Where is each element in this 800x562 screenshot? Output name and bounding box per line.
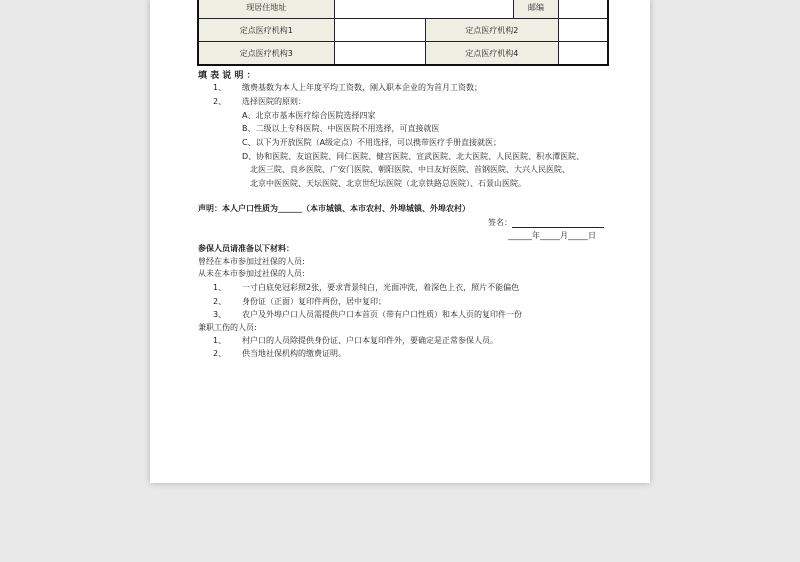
zip-label: 邮编 (514, 0, 559, 19)
signature-label: 签名： (488, 218, 512, 227)
zip-value-cell[interactable] (559, 0, 609, 19)
materials-item-number: 2、 (213, 297, 227, 306)
hospital-4-label: 定点医疗机构4 (425, 42, 559, 66)
hospital-2-label: 定点医疗机构2 (425, 19, 559, 42)
materials-item-number: 1、 (213, 336, 227, 345)
materials-item-text: 农户及外埠户口人员需提供户口本首页（带有户口性质）和本人页的复印件一份 (242, 310, 522, 319)
registration-table (197, 0, 609, 66)
notes-item-number: 1、 (213, 83, 227, 92)
table-row (198, 19, 608, 42)
materials-item-number: 3、 (213, 310, 227, 319)
notes-item-text: 选择医院的原则： (242, 97, 306, 106)
residence-declaration: 声明：本人户口性质为______（本市城镇、本市农村、外埠城镇、外埠农村） (198, 204, 470, 213)
notes-subitem: D、协和医院、友谊医院、同仁医院、健宫医院、宣武医院、北大医院、人民医院、积水潭医院、 (242, 152, 585, 161)
address-value-cell[interactable] (334, 0, 514, 19)
document-page (150, 0, 650, 483)
materials-item-text: 身份证（正面）复印件两份，居中复印； (242, 297, 386, 306)
materials-group: 兼职工伤的人员: (198, 323, 257, 332)
hospital-1-label: 定点医疗机构1 (198, 19, 334, 42)
hospital-3-label: 定点医疗机构3 (198, 42, 334, 66)
hospital-3-value-cell[interactable] (334, 42, 425, 66)
notes-subitem: 北京中医医院、天坛医院、北京世纪坛医院（北京铁路总医院）、石景山医院。 (250, 179, 526, 188)
hospital-4-value-cell[interactable] (559, 42, 609, 66)
signature-line[interactable] (512, 227, 604, 228)
materials-title: 参保人员请准备以下材料： (198, 244, 294, 253)
materials-item-number: 1、 (213, 283, 227, 292)
table-row (198, 42, 608, 66)
notes-subitem: B、二级以上专科医院、中医医院不用选择，可直接就医 (242, 124, 440, 133)
materials-item-text: 村户口的人员除提供身份证、户口本复印件外，要确定是正常参保人员。 (242, 336, 498, 345)
materials-item-text: 供当地社保机构的缴费证明。 (242, 349, 346, 358)
materials-group: 从未在本市参加过社保的人员: (198, 269, 305, 278)
table-row (198, 0, 608, 19)
notes-subitem: 北医三院、良乡医院、广安门医院、朝阳医院、中日友好医院、首钢医院、大兴人民医院、 (250, 165, 570, 174)
materials-item-number: 2、 (213, 349, 227, 358)
hospital-1-value-cell[interactable] (334, 19, 425, 42)
materials-group: 曾经在本市参加过社保的人员: (198, 257, 305, 266)
address-label: 现居住地址 (198, 0, 334, 19)
hospital-2-value-cell[interactable] (559, 19, 609, 42)
notes-item-number: 2、 (213, 97, 227, 106)
materials-item-text: 一寸白底免冠彩照2张，要求背景纯白，光面冲洗，着深色上衣，照片不能偏色 (242, 283, 520, 292)
notes-item-text: 缴费基数为本人上年度平均工资数，刚入职本企业的为首月工资数； (242, 83, 482, 92)
notes-subitem: A、北京市基本医疗综合医院选择四家 (242, 111, 376, 120)
notes-title: 填 表 说 明 ： (198, 71, 256, 81)
notes-subitem: C、以下为开放医院（A级定点）不用选择，可以携带医疗手册直接就医； (242, 138, 502, 147)
date-line: ______年_____月_____日 (508, 231, 596, 240)
